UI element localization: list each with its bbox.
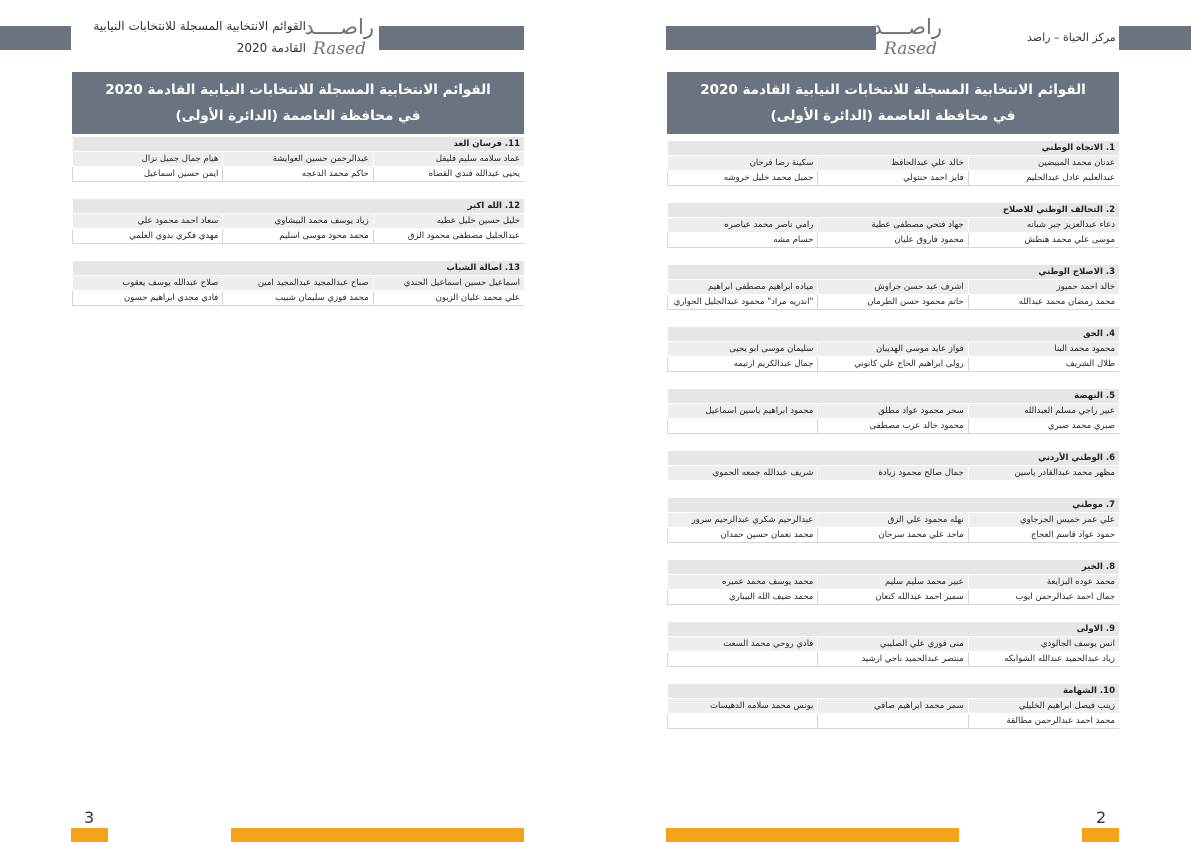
- left-header-year: القادمة 2020: [236, 41, 306, 55]
- candidate-name: عدنان محمد المبيضين: [968, 156, 1119, 171]
- candidate-name: حاتم محمود حسن الطرمان: [818, 295, 968, 310]
- candidate-name: رامي ناصر محمد عياصره: [668, 218, 818, 233]
- candidate-name: يحيى عبدالله فندي القضاه: [373, 167, 524, 182]
- left-logo-arabic: راصــــد: [304, 15, 374, 39]
- list-title-row: [668, 389, 1120, 404]
- list-gap: [668, 248, 1120, 265]
- candidate-row: [668, 357, 1120, 372]
- left-header-bar-inner: [379, 26, 524, 50]
- candidate-name: علي عمر خميس الجرجاوي: [968, 513, 1119, 528]
- list-gap: [668, 310, 1120, 327]
- candidate-row: [668, 295, 1120, 310]
- candidate-row: [668, 342, 1120, 357]
- list-gap: [668, 605, 1120, 622]
- candidate-name: منتصر عبدالحميد ناجي ارشيد: [818, 652, 968, 667]
- candidate-row: [668, 652, 1120, 667]
- candidate-name: جهاد فتحي مصطفى عطية: [818, 218, 968, 233]
- candidate-name: [668, 419, 818, 434]
- candidate-name: حاكم محمد الدعجه: [223, 167, 373, 182]
- candidate-name: "اندريه مراد" محمود عبدالجليل الحواري: [668, 295, 818, 310]
- list-title-row: [668, 498, 1120, 513]
- candidate-name: عبدالرحمن حسين العوايشة: [223, 152, 373, 167]
- list-title: 13. اصالة الشباب: [73, 261, 525, 276]
- left-footer-bar-large: [231, 828, 524, 842]
- list-title-row: [73, 261, 525, 276]
- candidate-name: محمد ضيف الله البيباري: [668, 590, 818, 605]
- list-title-row: [668, 622, 1120, 637]
- right-header-bar-left: [666, 26, 876, 50]
- candidate-row: [668, 419, 1120, 434]
- list-title: 2. التحالف الوطني للاصلاح: [668, 203, 1120, 218]
- candidate-name: نهله محمود علي الزق: [818, 513, 968, 528]
- candidate-name: رولى ابراهيم الحاج علي كانوني: [818, 357, 968, 372]
- list-title: 4. الحق: [668, 327, 1120, 342]
- candidate-row: [668, 404, 1120, 419]
- right-content: [667, 72, 1119, 729]
- candidate-name: [668, 714, 818, 729]
- list-gap: [668, 481, 1120, 498]
- list-gap: [668, 186, 1120, 203]
- candidate-name: حسام مشه: [668, 233, 818, 248]
- left-title-line1: القوائم الانتخابية المسجلة للانتخابات النيابية القادمة 2020: [105, 82, 491, 98]
- candidate-name: فادي مجدي ابراهيم حسون: [73, 291, 223, 306]
- left-header-title: القوائم الانتخابية المسجلة للانتخابات النيابية: [93, 19, 306, 33]
- list-title-row: [668, 327, 1120, 342]
- list-title: 9. الاولى: [668, 622, 1120, 637]
- candidate-row: [668, 218, 1120, 233]
- candidate-row: [668, 699, 1120, 714]
- candidate-name: سمر محمد ابراهيم صافي: [818, 699, 968, 714]
- candidate-row: [668, 575, 1120, 590]
- candidate-name: عبدالرحيم شكري عبدالرحيم سرور: [668, 513, 818, 528]
- candidate-name: طلال الشريف: [968, 357, 1119, 372]
- candidate-row: [73, 229, 525, 244]
- right-footer-bar-large: [666, 828, 959, 842]
- left-footer-bar-small: [71, 828, 108, 842]
- candidate-name: سكينة رضا فرحان: [668, 156, 818, 171]
- candidate-row: [668, 156, 1120, 171]
- candidate-name: هيام جمال جميل نزال: [73, 152, 223, 167]
- candidate-row: [668, 171, 1120, 186]
- candidate-name: علي محمد عليان الزيون: [373, 291, 524, 306]
- list-title: 11. فرسان الغد: [73, 137, 525, 152]
- candidate-name: موسى علي محمد هنطش: [968, 233, 1119, 248]
- list-title-row: [668, 203, 1120, 218]
- candidate-name: زياد عبدالحميد عبدالله الشوابكه: [968, 652, 1119, 667]
- candidate-row: [73, 214, 525, 229]
- list-title: 10. الشهامة: [668, 684, 1120, 699]
- candidate-name: [668, 652, 818, 667]
- right-logo-arabic: راصــــد: [872, 15, 942, 39]
- candidate-name: محمود فاروق عليان: [818, 233, 968, 248]
- candidate-row: [73, 167, 525, 182]
- candidate-name: زينب فيصل ابراهيم الخليلي: [968, 699, 1119, 714]
- list-gap: [668, 372, 1120, 389]
- candidate-name: فواز عايد موسى الهديبان: [818, 342, 968, 357]
- candidate-name: محمد يوسف محمد عميره: [668, 575, 818, 590]
- candidate-name: جمال صالح محمود زيادة: [818, 466, 968, 481]
- candidate-row: [668, 233, 1120, 248]
- candidate-name: خالد احمد حميوز: [968, 280, 1119, 295]
- candidate-name: ايمن حسين اسماعيل: [73, 167, 223, 182]
- right-page-number: 2: [1096, 808, 1107, 827]
- left-title-line2: في محافظة العاصمة (الدائرة الأولى): [175, 108, 421, 124]
- candidate-name: جميل محمد خليل خروشه: [668, 171, 818, 186]
- left-header-bar-outer: [0, 26, 71, 50]
- candidate-row: [668, 528, 1120, 543]
- right-title-line2: في محافظة العاصمة (الدائرة الأولى): [770, 108, 1016, 124]
- list-title: 12. الله اكبر: [73, 199, 525, 214]
- candidate-name: يونس محمد سلامه الدهيسات: [668, 699, 818, 714]
- left-title-box: [72, 72, 524, 134]
- candidate-row: [668, 280, 1120, 295]
- candidate-name: سمير احمد عبدالله كنعان: [818, 590, 968, 605]
- candidate-name: منى فوزي علي الصليبي: [818, 637, 968, 652]
- candidate-name: سليمان موسى ابو يحيى: [668, 342, 818, 357]
- right-header-bar-right: [1119, 26, 1191, 50]
- candidate-row: [668, 590, 1120, 605]
- candidate-name: محمد نعمان حسين حمدان: [668, 528, 818, 543]
- right-title-line1: القوائم الانتخابية المسجلة للانتخابات النيابية القادمة 2020: [700, 82, 1086, 98]
- candidate-name: [818, 714, 968, 729]
- list-title: 3. الاصلاح الوطني: [668, 265, 1120, 280]
- list-title-row: [668, 451, 1120, 466]
- candidate-name: صلاح عبدالله يوسف يعقوب: [73, 276, 223, 291]
- candidate-name: جمال عبدالكريم ارتيمه: [668, 357, 818, 372]
- left-logo-english: Rased: [313, 39, 366, 59]
- list-title-row: [73, 137, 525, 152]
- candidate-name: سحر محمود عواد مطلق: [818, 404, 968, 419]
- list-gap: [668, 543, 1120, 560]
- candidate-name: مظهر محمد عبدالقادر ياسين: [968, 466, 1119, 481]
- candidate-name: عبير راجي مسلم العبدالله: [968, 404, 1119, 419]
- list-title-row: [668, 265, 1120, 280]
- candidate-name: عماد سلامه سليم فليفل: [373, 152, 524, 167]
- left-content: [72, 72, 524, 306]
- candidate-name: اسماعيل حسين اسماعيل الجندي: [373, 276, 524, 291]
- candidate-row: [73, 276, 525, 291]
- candidate-name: دعاء عبدالعزيز جبر شبانه: [968, 218, 1119, 233]
- list-title-row: [73, 199, 525, 214]
- candidate-row: [668, 466, 1120, 481]
- candidate-name: محمد محود موسى اسليم: [223, 229, 373, 244]
- candidate-name: محمود خالد عرب مصطفى: [818, 419, 968, 434]
- candidate-name: جمال احمد عبدالرحمن ايوب: [968, 590, 1119, 605]
- list-title-row: [668, 141, 1120, 156]
- right-logo-english: Rased: [884, 39, 937, 59]
- right-lists-table: [667, 141, 1119, 729]
- list-title: 5. النهضة: [668, 389, 1120, 404]
- left-page-number: 3: [84, 808, 95, 827]
- candidate-name: مياده ابراهيم مصطفى ابراهيم: [668, 280, 818, 295]
- list-gap: [73, 182, 525, 199]
- right-header-org: مركز الحياة – راصد: [1027, 31, 1116, 44]
- candidate-name: صباح عبدالمجيد عبدالمجيد امين: [223, 276, 373, 291]
- candidate-name: عبدالعليم عادل عبدالحليم: [968, 171, 1119, 186]
- candidate-name: اشرف عبد حسن جراوش: [818, 280, 968, 295]
- candidate-name: محمود محمد البنا: [968, 342, 1119, 357]
- candidate-name: فايز احمد حنتولي: [818, 171, 968, 186]
- list-title-row: [668, 560, 1120, 575]
- candidate-name: محمد احمد عبدالرحمن مطالقة: [968, 714, 1119, 729]
- left-lists-table: [72, 137, 524, 306]
- candidate-name: سعاد احمد محمود علي: [73, 214, 223, 229]
- candidate-name: صبري محمد صبري: [968, 419, 1119, 434]
- candidate-name: ماجد علي محمد سرحان: [818, 528, 968, 543]
- candidate-name: محمد عوده البزايعة: [968, 575, 1119, 590]
- candidate-name: خليل حسين خليل عطيه: [373, 214, 524, 229]
- list-title: 1. الاتجاه الوطني: [668, 141, 1120, 156]
- list-title: 8. الخير: [668, 560, 1120, 575]
- candidate-name: فادي روحي محمد السعت: [668, 637, 818, 652]
- list-gap: [668, 434, 1120, 451]
- candidate-row: [668, 714, 1120, 729]
- candidate-row: [73, 152, 525, 167]
- candidate-name: محمد فوزي سليمان شبيب: [223, 291, 373, 306]
- list-title: 7. موطني: [668, 498, 1120, 513]
- candidate-name: زياد يوسف محمد البيشاوي: [223, 214, 373, 229]
- list-title: 6. الوطني الأردني: [668, 451, 1120, 466]
- right-footer-bar-small: [1082, 828, 1119, 842]
- list-gap: [73, 244, 525, 261]
- list-title-row: [668, 684, 1120, 699]
- right-title-box: [667, 72, 1119, 134]
- candidate-name: محمد رمضان محمد عبدالله: [968, 295, 1119, 310]
- list-gap: [668, 667, 1120, 684]
- candidate-name: محمود ابراهيم ياسين اسماعيل: [668, 404, 818, 419]
- candidate-name: مهدي فكري بدوي العلمي: [73, 229, 223, 244]
- candidate-row: [668, 637, 1120, 652]
- candidate-row: [73, 291, 525, 306]
- candidate-row: [668, 513, 1120, 528]
- candidate-name: عبدالجليل مصطفى محمود الزق: [373, 229, 524, 244]
- candidate-name: خالد علي عبدالحافظ: [818, 156, 968, 171]
- candidate-name: عبير محمد سليم سليم: [818, 575, 968, 590]
- candidate-name: شريف عبدالله جمعه الحموي: [668, 466, 818, 481]
- candidate-name: انس يوسف الجالودي: [968, 637, 1119, 652]
- candidate-name: حمود عواد قاسم العجاج: [968, 528, 1119, 543]
